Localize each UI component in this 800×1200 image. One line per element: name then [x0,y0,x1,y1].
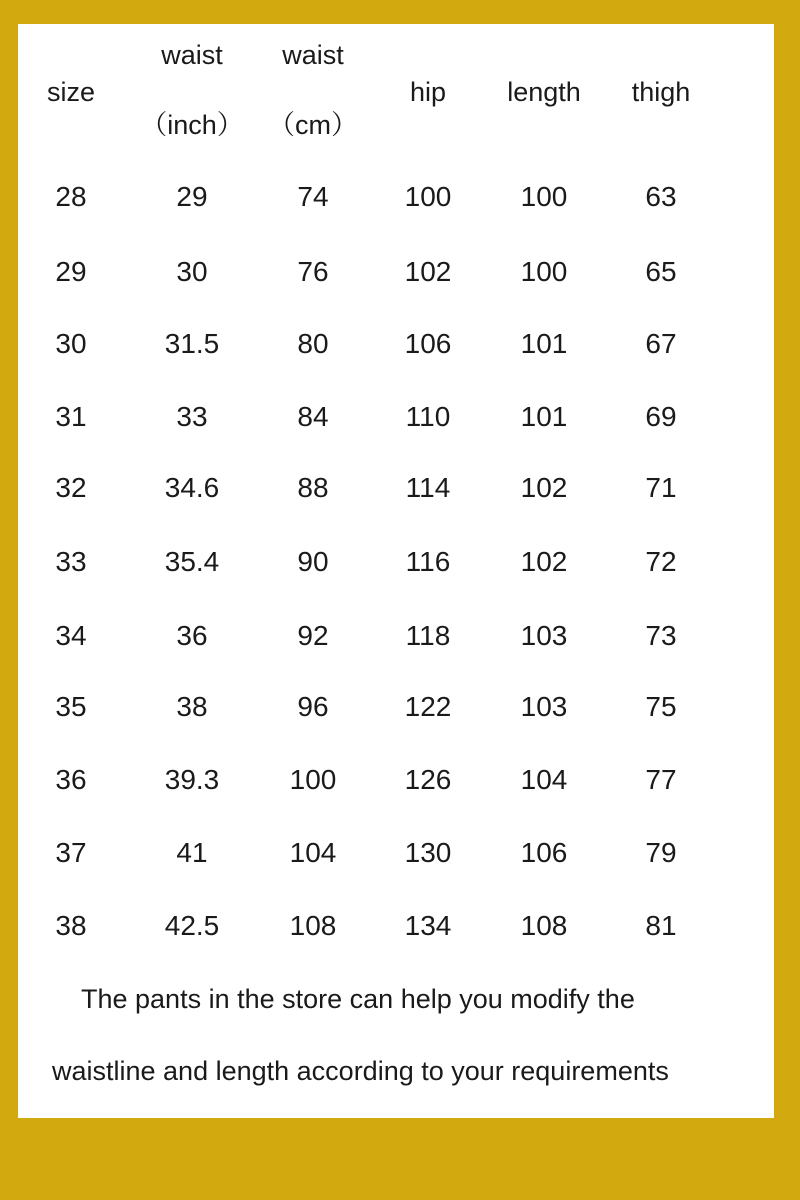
cell-hip: 100 [404,181,452,212]
cell-size: 33 [55,546,87,577]
cell-hip: 134 [404,910,452,941]
cell-waist-inch: 33 [176,401,208,432]
table-row [18,324,774,364]
cell-thigh: 75 [645,691,677,722]
header-waist-cm-unit: （cm） [268,110,358,140]
header-hip: hip [409,77,447,107]
cell-size: 31 [55,401,87,432]
cell-waist-cm: 88 [297,472,329,503]
cell-thigh: 69 [645,401,677,432]
header-waist-cm-title: waist [282,40,344,70]
table-row [18,177,774,217]
size-chart-card [18,24,774,1118]
cell-length: 102 [520,546,568,577]
cell-size: 38 [55,910,87,941]
cell-waist-cm: 104 [289,837,337,868]
cell-waist-inch: 42.5 [164,910,220,941]
cell-thigh: 67 [645,328,677,359]
note-line-2: waistline and length according to your requirements [52,1056,669,1086]
cell-waist-inch: 35.4 [164,546,220,577]
cell-waist-cm: 74 [297,181,329,212]
cell-waist-cm: 76 [297,256,329,287]
cell-hip: 122 [404,691,452,722]
cell-size: 34 [55,620,87,651]
cell-length: 100 [520,256,568,287]
header-waist-inch-unit: （inch） [140,110,244,140]
cell-waist-inch: 41 [176,837,208,868]
cell-thigh: 65 [645,256,677,287]
cell-length: 102 [520,472,568,503]
cell-hip: 114 [405,472,451,503]
cell-waist-cm: 80 [297,328,329,359]
cell-waist-inch: 36 [176,620,208,651]
cell-thigh: 71 [645,472,677,503]
cell-hip: 116 [405,546,451,577]
cell-waist-cm: 90 [297,546,329,577]
cell-waist-inch: 38 [176,691,208,722]
cell-hip: 130 [404,837,452,868]
cell-thigh: 72 [645,546,677,577]
header-length: length [507,77,581,107]
cell-hip: 126 [404,764,452,795]
table-row [18,397,774,437]
cell-length: 101 [520,401,568,432]
cell-waist-inch: 39.3 [164,764,220,795]
cell-waist-inch: 30 [176,256,208,287]
header-waist-inch-title: waist [161,40,223,70]
cell-hip: 106 [404,328,452,359]
cell-thigh: 73 [645,620,677,651]
cell-size: 28 [55,181,87,212]
cell-hip: 110 [405,401,451,432]
cell-size: 36 [55,764,87,795]
cell-length: 101 [520,328,568,359]
table-header [18,24,774,164]
cell-length: 104 [520,764,568,795]
cell-waist-cm: 96 [297,691,329,722]
cell-hip: 118 [405,620,451,651]
cell-waist-cm: 84 [297,401,329,432]
cell-thigh: 77 [645,764,677,795]
cell-size: 37 [55,837,87,868]
note-line-1: The pants in the store can help you modify the [81,984,635,1014]
table-row [18,468,774,508]
cell-thigh: 79 [645,837,677,868]
cell-waist-cm: 108 [289,910,337,941]
table-row [18,687,774,727]
cell-size: 29 [55,256,87,287]
header-size: size [46,77,95,107]
cell-waist-cm: 100 [289,764,337,795]
cell-waist-cm: 92 [297,620,329,651]
cell-thigh: 81 [645,910,677,941]
cell-size: 32 [55,472,87,503]
cell-waist-inch: 34.6 [164,472,220,503]
table-row [18,542,774,582]
cell-length: 100 [520,181,568,212]
table-row [18,833,774,873]
cell-size: 30 [55,328,87,359]
cell-waist-inch: 29 [176,181,208,212]
cell-length: 106 [520,837,568,868]
cell-length: 103 [520,691,568,722]
cell-hip: 102 [404,256,452,287]
cell-waist-inch: 31.5 [164,328,220,359]
cell-length: 108 [520,910,568,941]
table-row [18,616,774,656]
table-row [18,906,774,946]
table-row [18,760,774,800]
header-thigh: thigh [631,77,691,107]
cell-size: 35 [55,691,87,722]
cell-length: 103 [520,620,568,651]
cell-thigh: 63 [645,181,677,212]
table-row [18,252,774,292]
